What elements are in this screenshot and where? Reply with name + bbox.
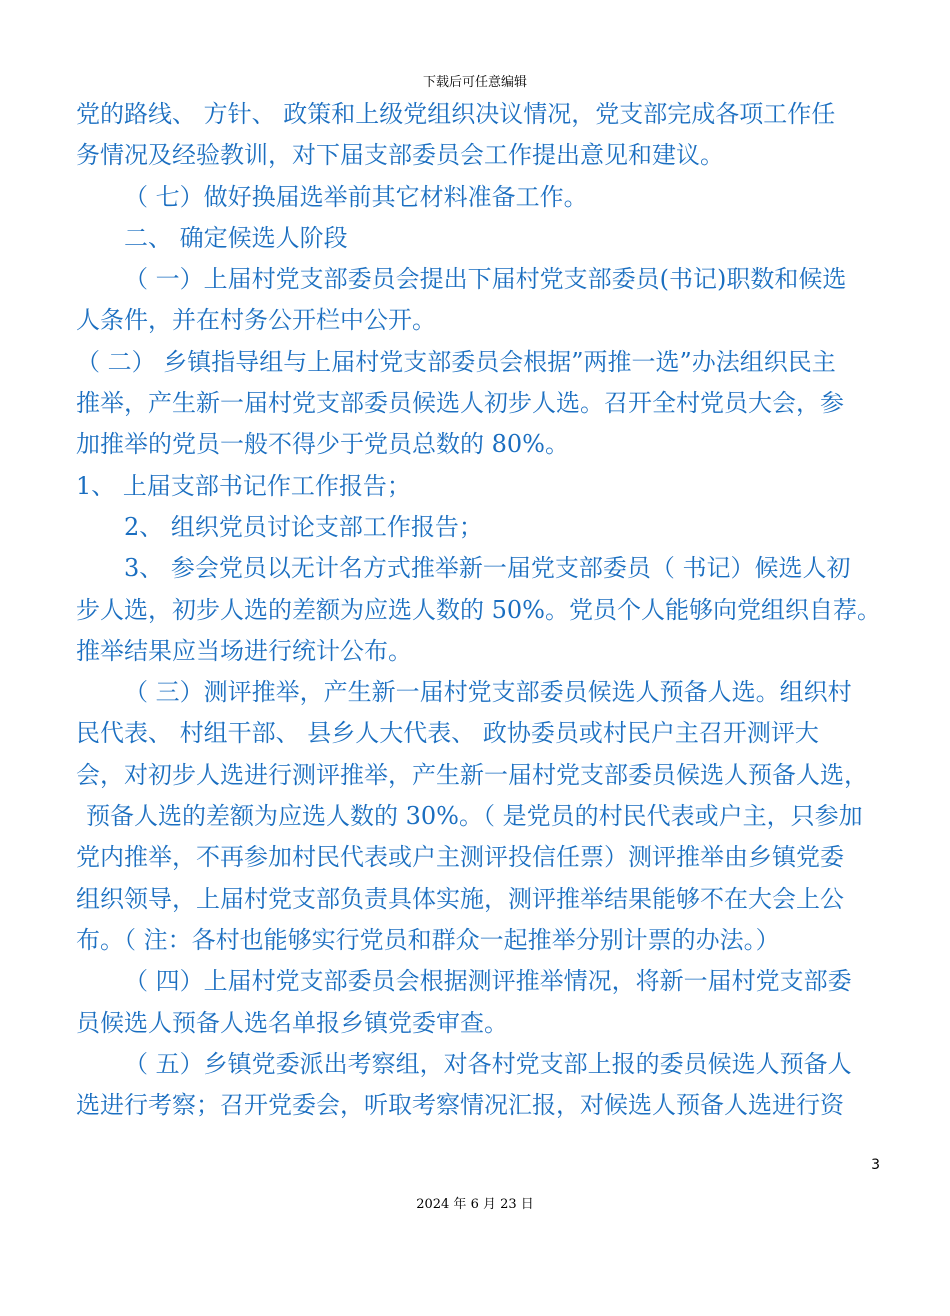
paragraph-line: 布。（ 注：各村也能够实行党员和群众一起推举分别计票的办法。） bbox=[76, 925, 780, 954]
paragraph-line: 加推举的党员一般不得少于党员总数的 80%。 bbox=[76, 430, 569, 459]
paragraph-line: 务情况及经验教训，对下届支部委员会工作提出意见和建议。 bbox=[76, 141, 724, 170]
page-number: 3 bbox=[871, 1157, 880, 1173]
paragraph-line: （ 五）乡镇党委派出考察组，对各村党支部上报的委员候选人预备人 bbox=[124, 1049, 852, 1078]
paragraph-line: （ 三）测评推举，产生新一届村党支部委员候选人预备人选。组织村 bbox=[124, 678, 852, 707]
paragraph-line: 员候选人预备人选名单报乡镇党委审查。 bbox=[76, 1008, 508, 1037]
paragraph-line: 推举结果应当场进行统计公布。 bbox=[76, 636, 412, 665]
list-item: 2、 组织党员讨论支部工作报告； bbox=[124, 512, 483, 541]
paragraph-line: 党的路线、 方针、 政策和上级党组织决议情况，党支部完成各项工作任 bbox=[76, 100, 836, 128]
paragraph-line: 步人选，初步人选的差额为应选人数的 50%。党员个人能够向党组织自荐。 bbox=[76, 595, 881, 624]
paragraph-line: 选进行考察；召开党委会，听取考察情况汇报，对候选人预备人选进行资 bbox=[76, 1091, 844, 1120]
paragraph-line: 党内推举，不再参加村民代表或户主测评投信任票）测评推举由乡镇党委 bbox=[76, 843, 844, 872]
paragraph-line: （ 四）上届村党支部委员会根据测评推举情况，将新一届村党支部委 bbox=[124, 967, 852, 996]
footer-date: 2024 年 6 月 23 日 bbox=[416, 1197, 534, 1212]
document-body bbox=[76, 94, 884, 1126]
list-item: 3、 参会党员以无计名方式推举新一届党支部委员（ 书记）候选人初 bbox=[124, 554, 851, 583]
paragraph-line: 人条件，并在村务公开栏中公开。 bbox=[76, 306, 436, 335]
page-header: 下载后可任意编辑 bbox=[422, 75, 527, 90]
paragraph-line: 推举，产生新一届村党支部委员候选人初步人选。召开全村党员大会，参 bbox=[76, 389, 844, 418]
section-heading: 二、 确定候选人阶段 bbox=[124, 223, 348, 252]
paragraph-line: （ 二） 乡镇指导组与上届村党支部委员会根据”两推一选”办法组织民主 bbox=[76, 347, 836, 376]
paragraph-line: （ 七）做好换届选举前其它材料准备工作。 bbox=[124, 182, 588, 211]
paragraph-line: （ 一）上届村党支部委员会提出下届村党支部委员(书记)职数和候选 bbox=[124, 265, 847, 294]
list-item: 1、 上届支部书记作工作报告； bbox=[76, 471, 411, 500]
paragraph-line: 民代表、 村组干部、 县乡人大代表、 政协委员或村民户主召开测评大 bbox=[76, 719, 819, 748]
paragraph-line: 预备人选的差额为应选人数的 30%。（ 是党员的村民代表或户主，只参加 bbox=[86, 802, 863, 831]
paragraph-line: 组织领导，上届村党支部负责具体实施，测评推举结果能够不在大会上公 bbox=[76, 884, 844, 913]
paragraph-line: 会，对初步人选进行测评推举，产生新一届村党支部委员候选人预备人选， bbox=[76, 760, 868, 789]
